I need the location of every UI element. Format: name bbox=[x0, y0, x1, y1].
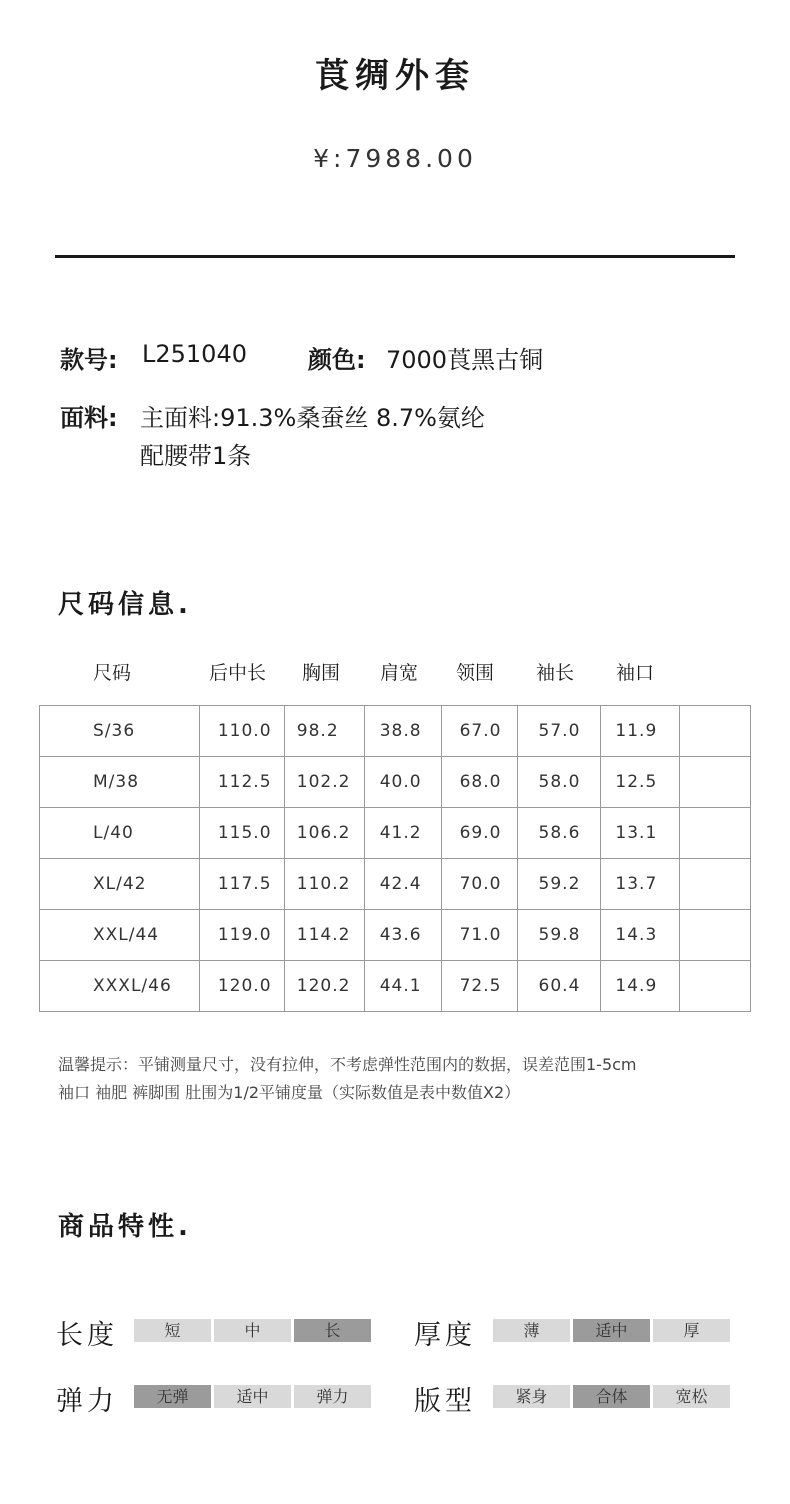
header-chest: 胸围 bbox=[302, 662, 341, 684]
header-back-length: 后中长 bbox=[209, 662, 267, 684]
length-option-medium: 中 bbox=[214, 1319, 291, 1342]
header-cuff: 袖口 bbox=[616, 662, 655, 684]
table-cell-empty bbox=[680, 808, 751, 859]
table-row bbox=[40, 910, 751, 961]
table-cell: 98.2 bbox=[284, 706, 364, 757]
feature-label-length: 长度 bbox=[56, 1320, 118, 1351]
elasticity-option-none: 无弹 bbox=[134, 1385, 211, 1408]
table-cell: 119.0 bbox=[199, 910, 284, 961]
thickness-option-medium: 适中 bbox=[573, 1319, 650, 1342]
table-cell: 42.4 bbox=[364, 859, 441, 910]
divider bbox=[55, 255, 735, 258]
table-row bbox=[40, 706, 751, 757]
table-cell: 14.3 bbox=[601, 910, 680, 961]
fabric-line-1: 主面料:91.3%桑蚕丝 8.7%氨纶 bbox=[140, 404, 485, 432]
table-cell: 14.9 bbox=[601, 961, 680, 1012]
size-section-title: 尺码信息. bbox=[58, 590, 192, 620]
fit-option-regular: 合体 bbox=[573, 1385, 650, 1408]
table-cell: 120.2 bbox=[284, 961, 364, 1012]
table-cell: 12.5 bbox=[601, 757, 680, 808]
fabric-line-2: 配腰带1条 bbox=[140, 442, 252, 470]
product-price: ¥:7988.00 bbox=[313, 144, 477, 173]
table-cell: 59.8 bbox=[517, 910, 601, 961]
table-cell: 13.1 bbox=[601, 808, 680, 859]
table-cell: 72.5 bbox=[441, 961, 517, 1012]
table-cell: 57.0 bbox=[517, 706, 601, 757]
feature-label-elasticity: 弹力 bbox=[56, 1386, 118, 1417]
table-cell: 106.2 bbox=[284, 808, 364, 859]
thickness-option-thin: 薄 bbox=[493, 1319, 570, 1342]
length-options bbox=[134, 1319, 371, 1342]
color-value: 7000莨黑古铜 bbox=[386, 346, 544, 374]
size-table bbox=[39, 705, 751, 1012]
elasticity-options bbox=[134, 1385, 371, 1408]
table-cell: 102.2 bbox=[284, 757, 364, 808]
thickness-options bbox=[493, 1319, 730, 1342]
length-option-short: 短 bbox=[134, 1319, 211, 1342]
style-number: L251040 bbox=[142, 340, 247, 368]
table-cell: 114.2 bbox=[284, 910, 364, 961]
product-title: 莨绸外套 bbox=[315, 56, 475, 96]
table-cell: S/36 bbox=[40, 706, 200, 757]
table-cell: 38.8 bbox=[364, 706, 441, 757]
color-label: 颜色: bbox=[308, 346, 366, 374]
header-neck: 领围 bbox=[456, 662, 495, 684]
table-cell-empty bbox=[680, 859, 751, 910]
features-title: 商品特性. bbox=[58, 1212, 192, 1242]
style-label: 款号: bbox=[60, 346, 118, 374]
header-size: 尺码 bbox=[93, 662, 132, 684]
table-cell: 58.6 bbox=[517, 808, 601, 859]
elasticity-option-stretch: 弹力 bbox=[294, 1385, 371, 1408]
table-cell: XXL/44 bbox=[40, 910, 200, 961]
measurement-note-1: 温馨提示：平铺测量尺寸，没有拉伸，不考虑弹性范围内的数据，误差范围1-5cm bbox=[58, 1055, 637, 1074]
fit-option-slim: 紧身 bbox=[493, 1385, 570, 1408]
table-cell: 69.0 bbox=[441, 808, 517, 859]
fabric-label: 面料: bbox=[60, 404, 118, 432]
table-row bbox=[40, 961, 751, 1012]
thickness-option-thick: 厚 bbox=[653, 1319, 730, 1342]
table-cell: XXXL/46 bbox=[40, 961, 200, 1012]
table-cell-empty bbox=[680, 706, 751, 757]
table-cell: 112.5 bbox=[199, 757, 284, 808]
table-cell: 68.0 bbox=[441, 757, 517, 808]
table-cell: 110.2 bbox=[284, 859, 364, 910]
table-cell: 110.0 bbox=[199, 706, 284, 757]
table-cell: 59.2 bbox=[517, 859, 601, 910]
fit-options bbox=[493, 1385, 730, 1408]
table-row bbox=[40, 859, 751, 910]
elasticity-option-medium: 适中 bbox=[214, 1385, 291, 1408]
table-cell: 43.6 bbox=[364, 910, 441, 961]
table-cell: 120.0 bbox=[199, 961, 284, 1012]
table-cell-empty bbox=[680, 910, 751, 961]
table-row bbox=[40, 757, 751, 808]
fit-option-loose: 宽松 bbox=[653, 1385, 730, 1408]
table-cell: 67.0 bbox=[441, 706, 517, 757]
table-cell: L/40 bbox=[40, 808, 200, 859]
table-cell: 40.0 bbox=[364, 757, 441, 808]
table-cell-empty bbox=[680, 961, 751, 1012]
feature-label-fit: 版型 bbox=[414, 1386, 476, 1417]
table-cell: 44.1 bbox=[364, 961, 441, 1012]
table-cell: 13.7 bbox=[601, 859, 680, 910]
table-cell: 117.5 bbox=[199, 859, 284, 910]
table-cell: 58.0 bbox=[517, 757, 601, 808]
feature-label-thickness: 厚度 bbox=[414, 1320, 476, 1351]
table-cell-empty bbox=[680, 757, 751, 808]
header-sleeve-length: 袖长 bbox=[536, 662, 575, 684]
length-option-long: 长 bbox=[294, 1319, 371, 1342]
table-cell: M/38 bbox=[40, 757, 200, 808]
table-cell: 115.0 bbox=[199, 808, 284, 859]
measurement-note-2: 袖口 袖肥 裤脚围 肚围为1/2平铺度量（实际数值是表中数值X2） bbox=[58, 1083, 521, 1102]
table-cell: 71.0 bbox=[441, 910, 517, 961]
table-cell: 11.9 bbox=[601, 706, 680, 757]
table-cell: 70.0 bbox=[441, 859, 517, 910]
table-cell: XL/42 bbox=[40, 859, 200, 910]
table-cell: 60.4 bbox=[517, 961, 601, 1012]
table-cell: 41.2 bbox=[364, 808, 441, 859]
table-row bbox=[40, 808, 751, 859]
header-shoulder: 肩宽 bbox=[380, 662, 419, 684]
